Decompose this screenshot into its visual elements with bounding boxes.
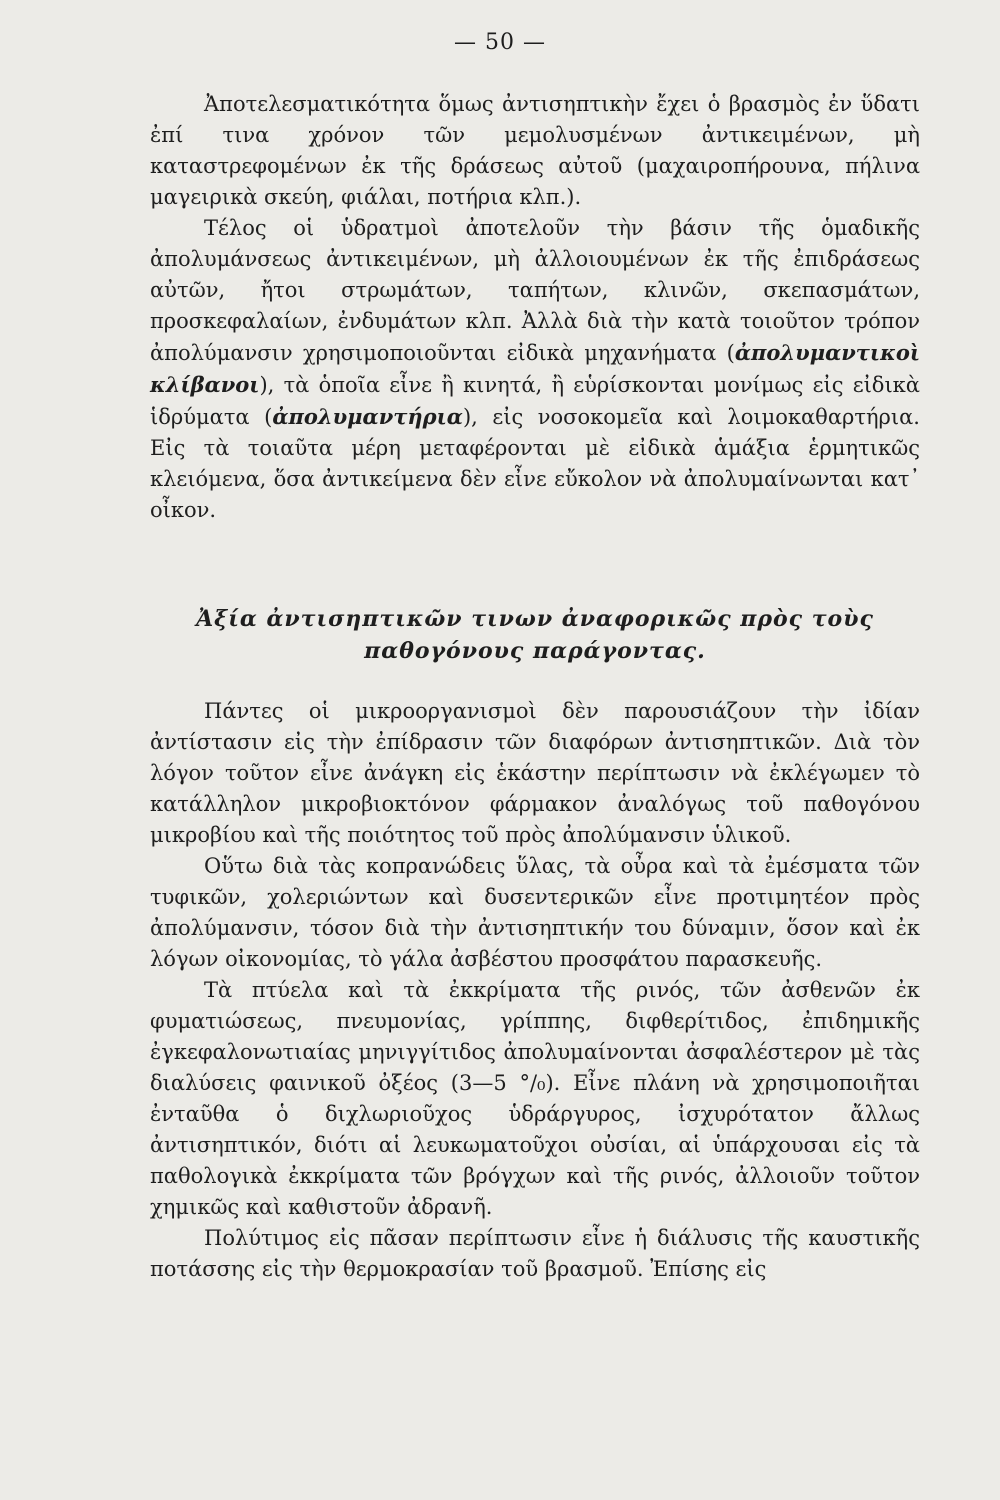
paragraph-potash: Πολύτιμος εἰς πᾶσαν περίπτωσιν εἶνε ἡ διάλυσις τῆς καυστικῆς ποτάσσης εἰς τὴν θερμοκρασίαν τοῦ βρασμοῦ. Ἐπίσης εἰς (150, 1226, 920, 1281)
paragraph-resistance: Πάντες οἱ μικροοργανισμοὶ δὲν παρουσιάζουν τὴν ἰδίαν ἀντίστασιν εἰς τὴν ἐπίδρασιν τῶν διαφόρων ἀντισηπτικῶν. Διὰ τὸν λόγον τοῦτον εἶνε ἀνάγκη εἰς ἑκάστην περίπτωσιν νὰ ἐκλέγωμεν τὸ κατάλληλον μικροβιοκτόνον φάρμακον ἀναλόγως τοῦ παθογόνου μικροβίου καὶ τῆς ποιότητος τοῦ πρὸς ἀπολύμανσιν ὑλικοῦ. (150, 699, 920, 847)
term-disinfection-ovens: ἀπολυμαντικοὶ κλίβανοι (150, 340, 920, 397)
text-block-bottom (150, 696, 920, 1285)
paragraph-excreta: Οὕτω διὰ τὰς κοπρανώδεις ὕλας, τὰ οὖρα καὶ τὰ ἐμέσματα τῶν τυφικῶν, χολεριώντων καὶ δυσεντερικῶν εἶνε προτιμητέον πρὸς ἀπολύμανσιν, τόσον διὰ τὴν ἀντισηπτικήν του δύναμιν, ὅσον καὶ ἐκ λόγων οἰκονομίας, τὸ γάλα ἀσβέστου προσφάτου παρασκευῆς. (150, 854, 920, 971)
term-disinfection-stations: ἀπολυμαντήρια (272, 404, 463, 429)
paragraph-steam (150, 213, 920, 526)
paragraph-steam-part-b: ), τὰ ὁποῖα εἶνε ἢ κινητά, ἢ εὑρίσκονται μονίμως εἰς εἰδικὰ ἱδρύματα ( (150, 373, 920, 429)
paragraph-steam-part-c: ), εἰς νοσοκομεῖα καὶ λοιμοκαθαρτήρια. Εἰς τὰ τοιαῦτα μέρη μεταφέρονται μὲ εἰδικὰ ἁμάξια ἑρμητικῶς κλειόμενα, ὅσα ἀντικείμενα δὲν εἶνε εὔκολον νὰ ἀπολυμαίνωνται κατ᾿ οἶκον. (150, 405, 920, 522)
text-block-top (150, 89, 920, 526)
paragraph-boiling: Ἀποτελεσματικότητα ὅμως ἀντισηπτικὴν ἔχει ὁ βρασμὸς ἐν ὕδατι ἐπί τινα χρόνον τῶν μεμολυσμένων ἀντικειμένων, μὴ καταστρεφομένων ἐκ τῆς δράσεως αὐτοῦ (μαχαιροπήρουνα, πήλινα μαγειρικὰ σκεύη, φιάλαι, ποτήρια κλπ.). (150, 92, 920, 209)
page-number: — 50 — (454, 30, 546, 55)
paragraph-steam-part-a: Τέλος οἱ ὑδρατμοὶ ἀποτελοῦν τὴν βάσιν τῆς ὁμαδικῆς ἀπολυμάνσεως ἀντικειμένων, μὴ ἀλλοιουμένων ἐκ τῆς ἐπιδράσεως αὐτῶν, ἤτοι στρωμάτων, ταπήτων, κλινῶν, σκεπασμάτων, προσκεφαλαίων, ἐνδυμάτων κλπ. Ἀλλὰ διὰ τὴν κατὰ τοιοῦτον τρόπον ἀπολύμανσιν χρησιμοποιοῦνται εἰδικὰ μηχανήματα ( (150, 216, 920, 365)
paragraph-sputum: Τὰ πτύελα καὶ τὰ ἐκκρίματα τῆς ρινός, τῶν ἀσθενῶν ἐκ φυματιώσεως, πνευμονίας, γρίππης, διφθερίτιδος, ἐπιδημικῆς ἐγκεφαλονωτιαίας μηνιγγίτιδος ἀπολυμαίνονται ἀσφαλέστερον μὲ τὰς διαλύσεις φαινικοῦ ὀξέος (3—5 °/₀). Εἶνε πλάνη νὰ χρησιμοποιῆται ἐνταῦθα ὁ διχλωριοῦχος ὑδράργυρος, ἰσχυρότατον ἄλλως ἀντισηπτικόν, διότι αἱ λευκωματοῦχοι οὐσίαι, αἱ ὑπάρχουσαι εἰς τὰ παθολογικὰ ἐκκρίματα τῶν βρόγχων καὶ τῆς ρινός, ἀλλοιοῦν τοῦτον χημικῶς καὶ καθιστοῦν ἀδρανῆ. (150, 978, 920, 1219)
section-heading: Ἀξία ἀντισηπτικῶν τινων ἀναφορικῶς πρὸς τοὺς παθογόνους παράγοντας. (196, 606, 874, 664)
